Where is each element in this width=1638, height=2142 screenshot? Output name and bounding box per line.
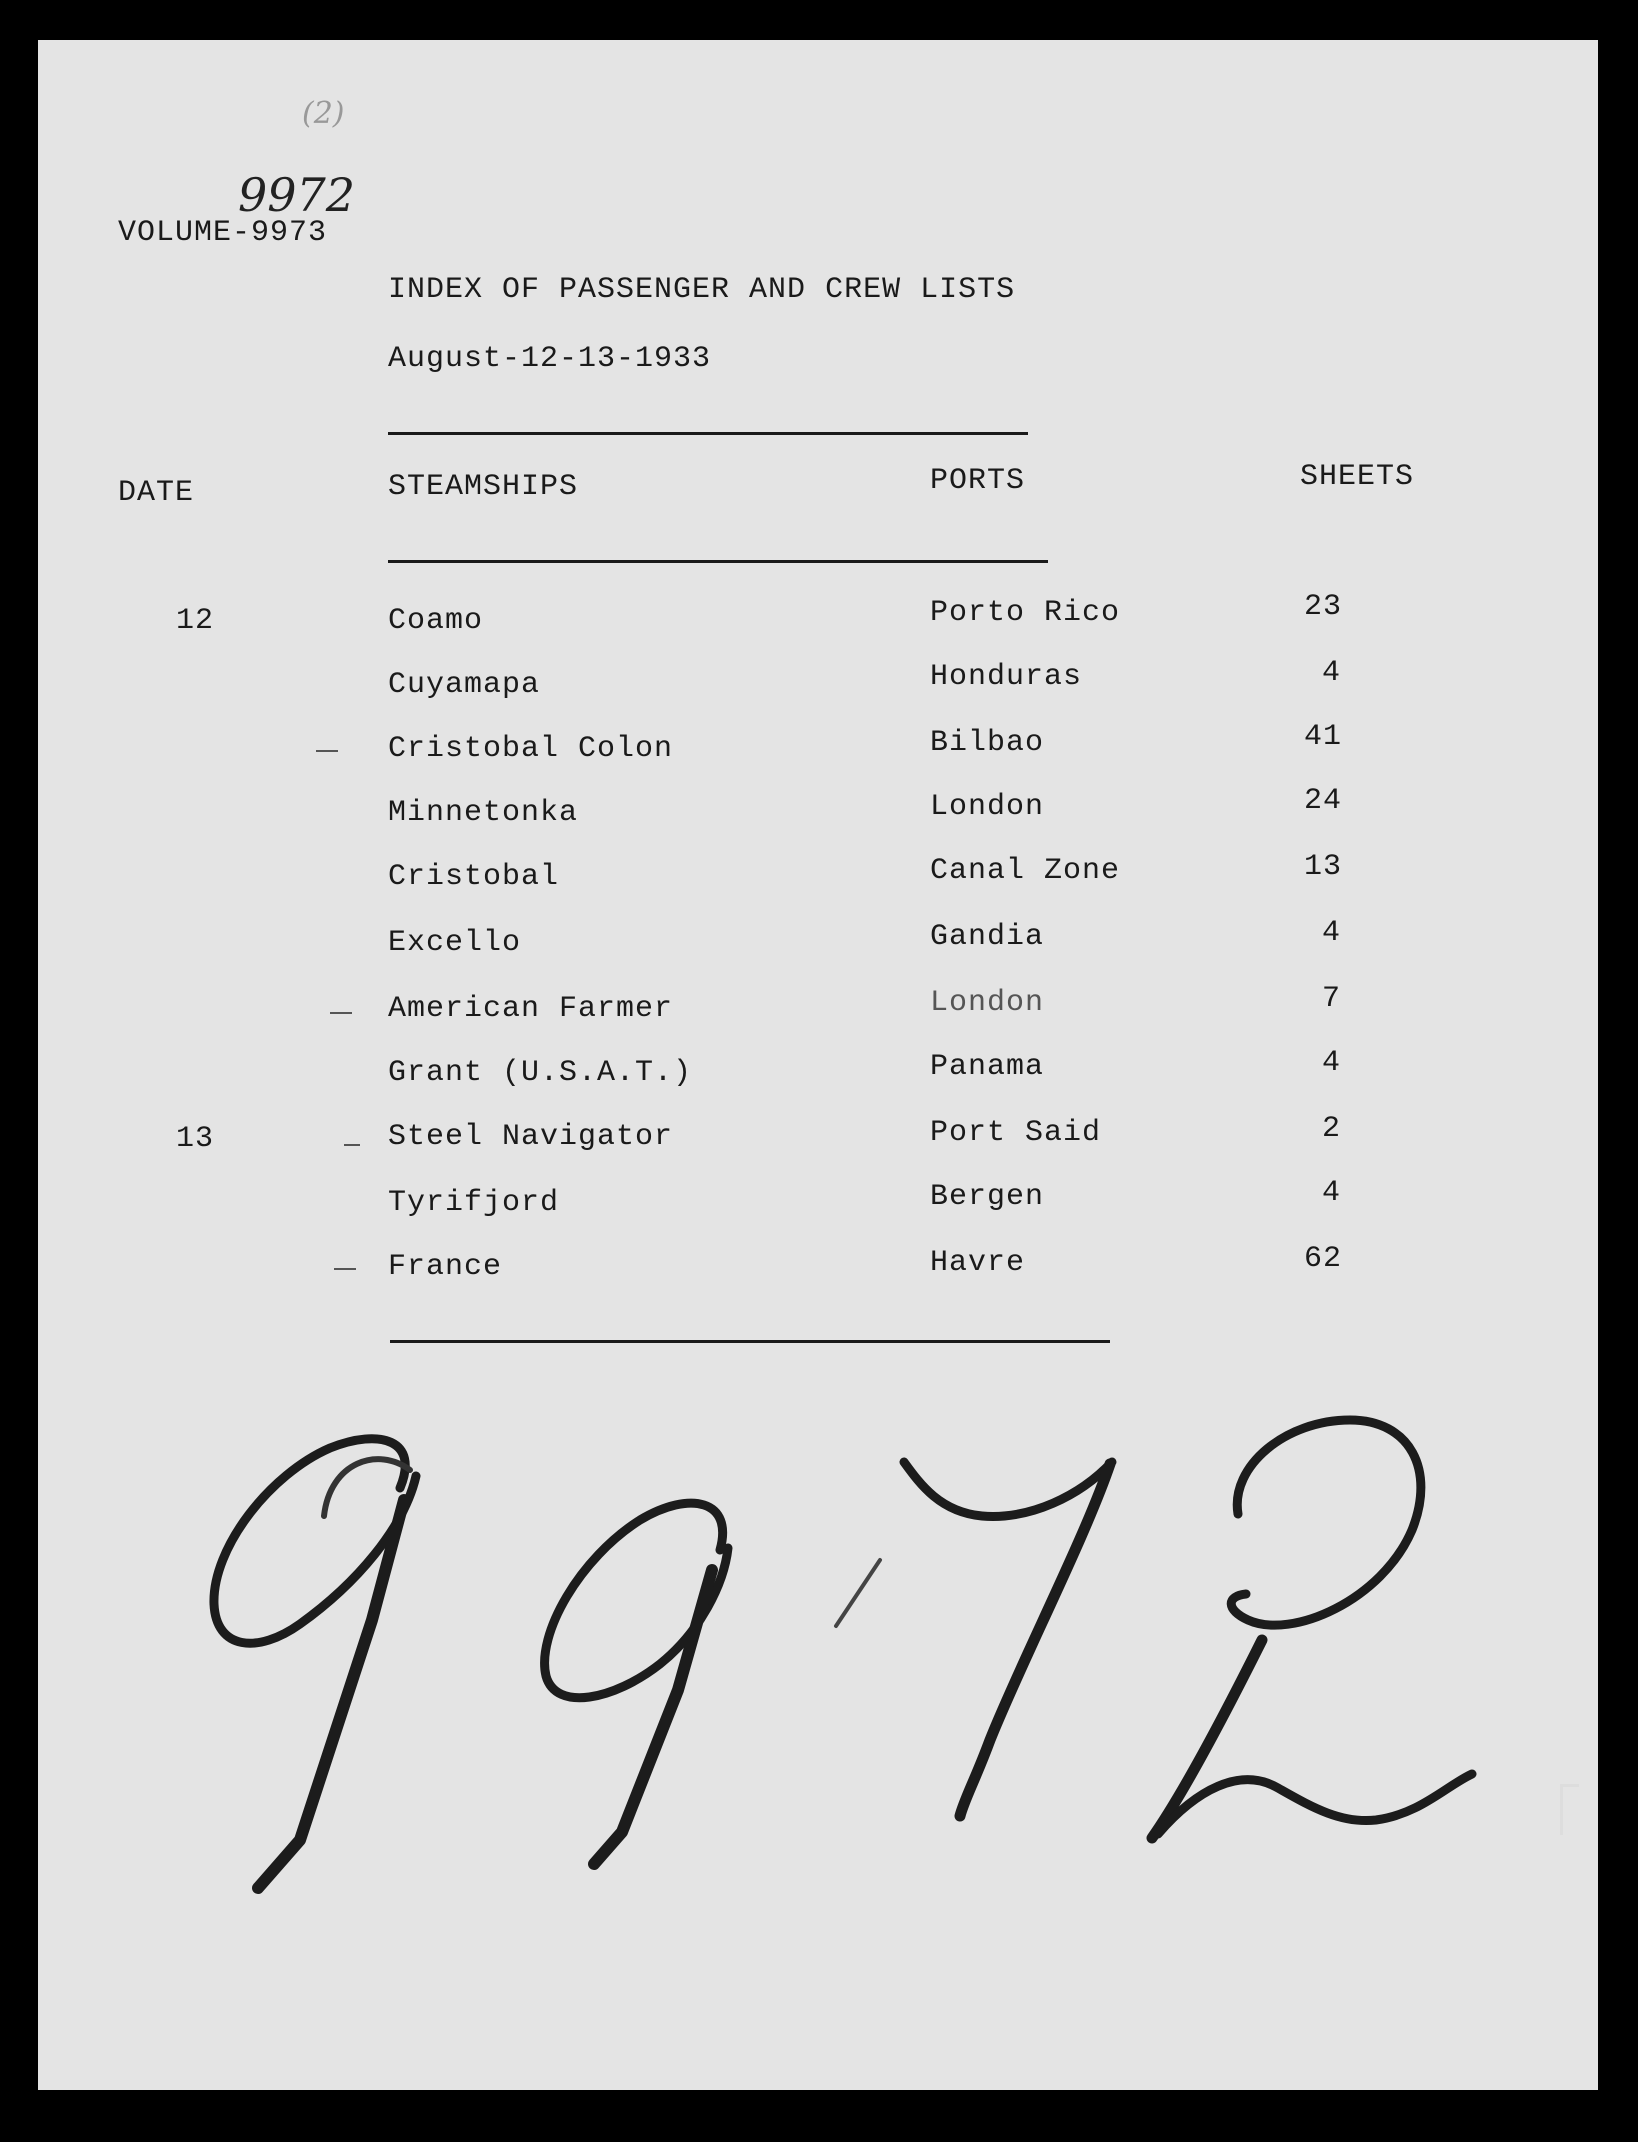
row-ship: France [388,1250,503,1284]
row-ship: Cristobal Colon [388,732,674,766]
volume-correction: 9972 [238,168,356,222]
row-sheets: 41 [1304,720,1343,754]
page-title: INDEX OF PASSENGER AND CREW LISTS [388,273,1016,307]
edge-mark [1560,1784,1579,1835]
row-sheets: 4 [1322,1176,1342,1210]
row-port: Porto Rico [930,596,1121,630]
row-ship: Excello [388,926,522,960]
column-header-steamships: STEAMSHIPS [388,470,579,504]
row-port: Port Said [930,1116,1102,1150]
row-port: Honduras [930,660,1083,694]
row-ship: Cuyamapa [388,668,541,702]
date-range: August-12-13-1933 [388,342,712,376]
row-date: 12 [176,604,215,638]
row-ship: American Farmer [388,992,674,1026]
corner-mark: (2) [302,96,345,131]
row-port: Bilbao [930,726,1045,760]
row-port: London [930,986,1045,1020]
row-sheets: 23 [1304,590,1343,624]
row-port: London [930,790,1045,824]
row-sheets: 4 [1322,916,1342,950]
column-header-ports: PORTS [930,464,1026,498]
row-sheets: 4 [1322,1046,1342,1080]
row-sheets: 62 [1304,1242,1343,1276]
column-header-sheets: SHEETS [1300,460,1415,494]
row-sheets: 24 [1304,784,1343,818]
row-port: Panama [930,1050,1045,1084]
row-ship: Steel Navigator [388,1120,674,1154]
row-port: Gandia [930,920,1045,954]
row-port: Havre [930,1246,1026,1280]
row-ship: Grant (U.S.A.T.) [388,1056,693,1090]
row-ship: Cristobal [388,860,560,894]
row-ship: Minnetonka [388,796,579,830]
column-header-date: DATE [118,476,195,510]
row-sheets: 7 [1322,982,1342,1016]
row-date: 13 [176,1122,215,1156]
row-sheets: 4 [1322,656,1342,690]
row-port: Bergen [930,1180,1045,1214]
row-ship: Coamo [388,604,484,638]
volume-label: VOLUME-9973 [118,216,328,250]
row-sheets: 2 [1322,1112,1342,1146]
row-ship: Tyrifjord [388,1186,560,1220]
row-sheets: 13 [1304,850,1343,884]
row-port: Canal Zone [930,854,1121,888]
